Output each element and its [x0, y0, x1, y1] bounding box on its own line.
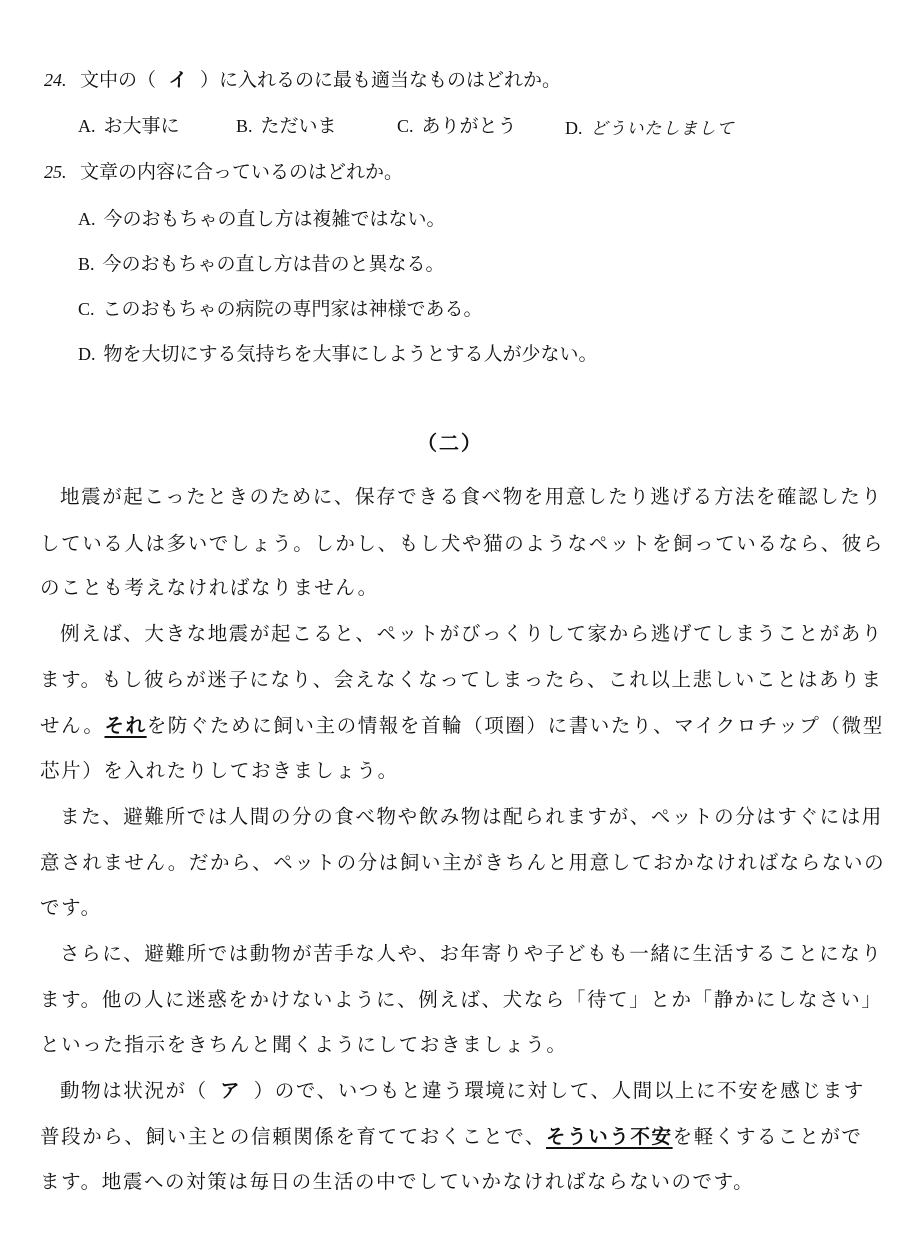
question-24-stem-after: ）に入れるのに最も適当なものはどれか。: [200, 69, 562, 91]
option-text: お大事に: [103, 115, 180, 137]
question-25-option-d[interactable]: [78, 340, 598, 368]
option-letter: A.: [78, 116, 96, 136]
option-letter: A.: [78, 209, 96, 229]
question-25-option-c[interactable]: [78, 295, 483, 323]
passage-line: 芯片）を入れたりしておきましょう。: [40, 759, 399, 782]
option-text: 今のおもちゃの直し方は昔のと異なる。: [102, 253, 445, 275]
passage-text: せん。: [40, 714, 105, 737]
passage-line: 地震が起こったときのために、保存できる食べ物を用意したり逃げる方法を確認したり: [60, 485, 883, 508]
underlined-phrase-souiu-fuan: そういう不安: [546, 1125, 673, 1148]
passage-line: ます。地震への対策は毎日の生活の中でしていかなければならないのです。: [40, 1170, 755, 1193]
option-letter: D.: [78, 344, 96, 364]
underlined-referent-sore: それ: [104, 714, 147, 737]
question-25-number: 25.: [44, 162, 67, 182]
passage-line: ます。もし彼らが迷子になり、会えなくなってしまったら、これ以上悲しいことはありま: [40, 668, 883, 691]
passage-line: [40, 1123, 863, 1151]
passage-line: [40, 712, 884, 740]
question-25-stem: [44, 158, 403, 186]
option-text: このおもちゃの病院の専門家は神様である。: [102, 298, 483, 320]
question-24-option-d[interactable]: [565, 114, 735, 143]
option-text: ありがとう: [421, 115, 517, 137]
passage-line: といった指示をきちんと聞くようにしておきましょう。: [40, 1033, 568, 1056]
question-25-option-a[interactable]: [78, 205, 446, 233]
question-25-option-b[interactable]: [78, 250, 445, 278]
option-text: 今のおもちゃの直し方は複雑ではない。: [103, 208, 446, 230]
question-24-stem: [44, 66, 561, 94]
option-text: 物を大切にする気持ちを大事にしようとする人が少ない。: [103, 343, 598, 365]
question-24-option-a[interactable]: [78, 112, 180, 140]
passage-line: ます。他の人に迷惑をかけないように、例えば、犬なら「待て」とか「静かにしなさい」: [40, 988, 883, 1011]
passage-text: 動物は状況が（: [60, 1079, 208, 1102]
option-letter: C.: [397, 116, 414, 136]
section-title: （二）: [417, 431, 483, 455]
question-24-number: 24.: [44, 70, 67, 90]
passage-text: 普段から、飼い主との信頼関係を育てておくことで、: [40, 1125, 547, 1148]
passage-line: また、避難所では人間の分の食べ物や飲み物は配られますが、ペットの分はすぐには用: [60, 805, 883, 828]
passage-text: を軽くすることがで: [672, 1125, 863, 1148]
option-letter: B.: [236, 116, 253, 136]
passage-line: さらに、避難所では動物が苦手な人や、お年寄りや子どもも一緒に生活することになり: [60, 942, 883, 965]
question-24-stem-before: 文中の（: [80, 69, 157, 91]
option-text: どういたしまして: [590, 119, 735, 139]
passage-line: のことも考えなければなりません。: [40, 576, 379, 599]
passage-line: 例えば、大きな地震が起こると、ペットがびっくりして家から逃げてしまうことがあり: [60, 622, 883, 645]
question-24-blank: イ: [168, 69, 188, 91]
passage-line: している人は多いでしょう。しかし、もし犬や猫のようなペットを飼っているなら、彼ら: [40, 532, 885, 555]
question-24-option-c[interactable]: [397, 112, 517, 140]
passage-text: を防ぐために飼い主の情報を首輪（项圈）に書いたり、マイクロチップ（微型: [146, 714, 884, 737]
option-text: ただいま: [260, 115, 337, 137]
option-letter: C.: [78, 299, 95, 319]
question-24-option-b[interactable]: [236, 112, 337, 140]
passage-text: ）ので、いつもと違う環境に対して、人間以上に不安を感じます: [253, 1079, 865, 1102]
passage-line: です。: [40, 896, 102, 919]
option-letter: B.: [78, 254, 95, 274]
passage-line: [60, 1077, 865, 1105]
passage-line: 意されません。だから、ペットの分は飼い主がきちんと用意しておかなければならないの: [40, 851, 886, 874]
passage-blank-a: ア: [220, 1079, 242, 1102]
question-25-stem-text: 文章の内容に合っているのはどれか。: [80, 161, 404, 183]
option-letter: D.: [565, 118, 583, 138]
